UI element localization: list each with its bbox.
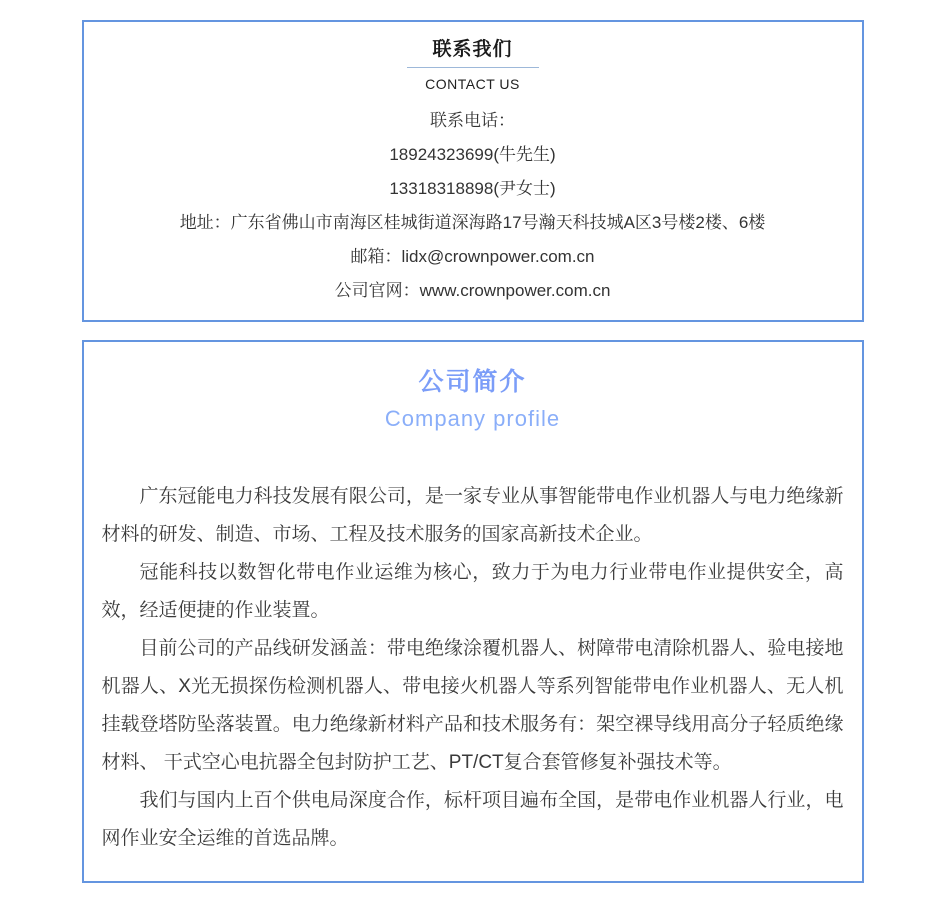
profile-paragraph-2: 冠能科技以数智化带电作业运维为核心，致力于为电力行业带电作业提供安全，高效，经适便捷的作业装置。 [101,562,844,621]
profile-subtitle: Company profile [384,406,561,431]
contact-section [82,20,864,322]
profile-paragraph-1: 广东冠能电力科技发展有限公司，是一家专业从事智能带电作业机器人与电力绝缘新材料的研发、制造、市场、工程及技术服务的国家高新技术企业。 [101,486,844,545]
phone-number-1: 18924323699(牛先生) [389,145,556,164]
phone-label: 联系电话： [430,111,515,130]
contact-subtitle: CONTACT US [425,76,520,92]
profile-paragraph-3: 目前公司的产品线研发涵盖：带电绝缘涂覆机器人、树障带电清除机器人、验电接地机器人、X光无损探伤检测机器人、带电接火机器人等系列智能带电作业机器人、无人机挂载登塔防坠落装置。电力绝缘新材料产品和技术服务有：架空裸导线用高分子轻质绝缘材料、 干式空心电抗器全包封防护工艺、PT/CT复合套管修复补强技术等。 [101,638,844,773]
profile-body [102,478,844,858]
company-profile-section [82,340,864,883]
contact-title: 联系我们 [432,39,513,60]
contact-title-underline [407,67,539,68]
contact-rows [84,104,862,308]
email-line: 邮箱：lidx@crownpower.com.cn [350,247,595,266]
profile-title: 公司简介 [418,368,527,396]
phone-number-2: 13318318898(尹女士) [389,179,556,198]
profile-paragraph-4: 我们与国内上百个供电局深度合作，标杆项目遍布全国，是带电作业机器人行业，电网作业安全运维的首选品牌。 [101,790,844,849]
address-line: 地址：广东省佛山市南海区桂城街道深海路17号瀚天科技城A区3号楼2楼、6楼 [179,213,766,232]
website-line: 公司官网：www.crownpower.com.cn [334,281,611,300]
